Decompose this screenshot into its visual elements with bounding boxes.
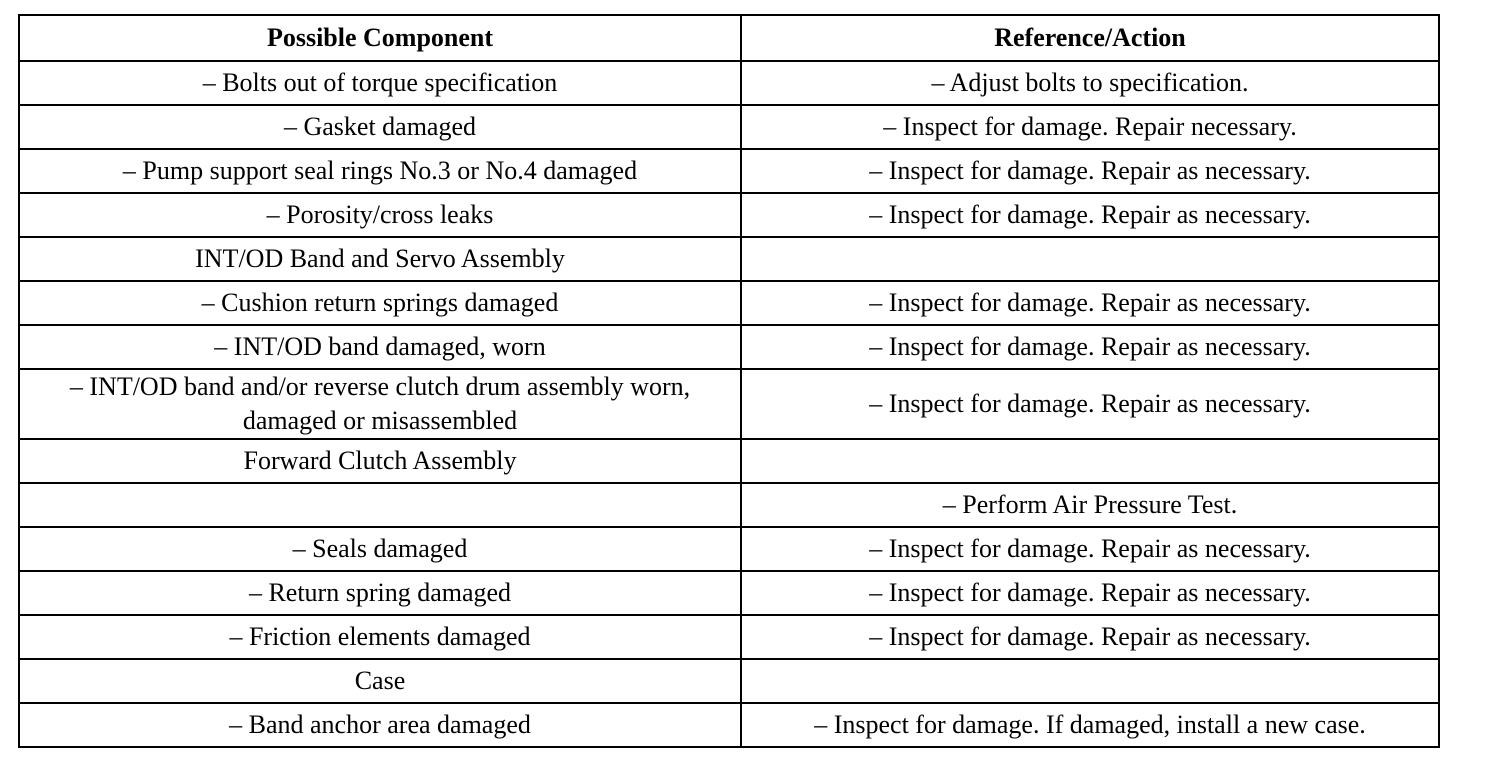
table-row — [19, 615, 1439, 659]
component-cell: – INT/OD band and/or reverse clutch drum assembly worn, damaged or misassembled — [19, 369, 741, 439]
action-cell: – Adjust bolts to specification. — [741, 61, 1439, 105]
table-row — [19, 281, 1439, 325]
section-row — [19, 439, 1439, 483]
table-header-row — [19, 15, 1439, 61]
component-cell: – Porosity/cross leaks — [19, 193, 741, 237]
diagnosis-table — [18, 14, 1440, 748]
action-cell: – Inspect for damage. Repair necessary. — [741, 105, 1439, 149]
table-row — [19, 571, 1439, 615]
table-row — [19, 527, 1439, 571]
section-row — [19, 659, 1439, 703]
action-cell: – Inspect for damage. Repair as necessary. — [741, 281, 1439, 325]
table-row — [19, 149, 1439, 193]
component-cell: – Bolts out of torque specification — [19, 61, 741, 105]
action-cell: – Inspect for damage. Repair as necessary. — [741, 615, 1439, 659]
action-cell: – Inspect for damage. Repair as necessary. — [741, 193, 1439, 237]
table-row — [19, 325, 1439, 369]
component-cell — [19, 483, 741, 527]
action-cell: – Inspect for damage. Repair as necessary. — [741, 571, 1439, 615]
header-reference-action: Reference/Action — [741, 15, 1439, 61]
component-cell: – INT/OD band damaged, worn — [19, 325, 741, 369]
component-cell: – Friction elements damaged — [19, 615, 741, 659]
action-cell: – Perform Air Pressure Test. — [741, 483, 1439, 527]
table-row — [19, 703, 1439, 747]
table-row — [19, 105, 1439, 149]
action-cell: – Inspect for damage. Repair as necessary. — [741, 369, 1439, 439]
component-cell: – Band anchor area damaged — [19, 703, 741, 747]
section-title-cell: Forward Clutch Assembly — [19, 439, 741, 483]
table-row — [19, 483, 1439, 527]
component-cell: – Pump support seal rings No.3 or No.4 damaged — [19, 149, 741, 193]
component-cell: – Gasket damaged — [19, 105, 741, 149]
section-row — [19, 237, 1439, 281]
section-title-cell: Case — [19, 659, 741, 703]
action-cell: – Inspect for damage. Repair as necessary. — [741, 325, 1439, 369]
section-title-cell: INT/OD Band and Servo Assembly — [19, 237, 741, 281]
action-cell — [741, 659, 1439, 703]
component-cell: – Cushion return springs damaged — [19, 281, 741, 325]
action-cell — [741, 439, 1439, 483]
action-cell: – Inspect for damage. Repair as necessary. — [741, 149, 1439, 193]
diagnosis-table-container — [18, 14, 1438, 748]
action-cell — [741, 237, 1439, 281]
table-row — [19, 369, 1439, 439]
component-cell: – Return spring damaged — [19, 571, 741, 615]
action-cell: – Inspect for damage. If damaged, install a new case. — [741, 703, 1439, 747]
table-row — [19, 61, 1439, 105]
component-cell: – Seals damaged — [19, 527, 741, 571]
action-cell: – Inspect for damage. Repair as necessary. — [741, 527, 1439, 571]
header-possible-component: Possible Component — [19, 15, 741, 61]
table-row — [19, 193, 1439, 237]
